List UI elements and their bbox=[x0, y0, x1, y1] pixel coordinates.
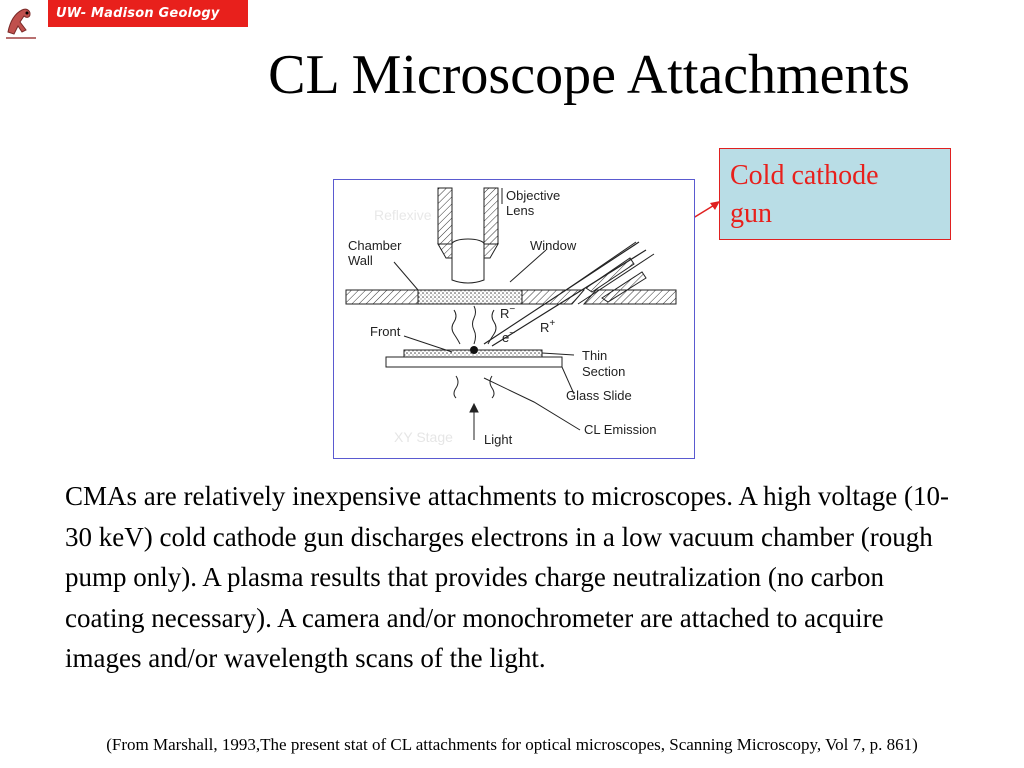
cl-emission-rays bbox=[452, 306, 496, 440]
callout-box bbox=[719, 148, 951, 240]
course-banner: UW- Madison Geology 777 bbox=[48, 0, 248, 27]
cl-diagram bbox=[333, 179, 695, 459]
label-front: Front bbox=[370, 324, 401, 339]
label-wall: Wall bbox=[348, 253, 373, 268]
objective-lens bbox=[438, 188, 498, 283]
callout-line-1: Cold cathode bbox=[730, 160, 879, 191]
page-title: CL Microscope Attachments bbox=[268, 44, 910, 106]
label-cl-emission: CL Emission bbox=[584, 422, 657, 437]
label-section: Section bbox=[582, 364, 626, 379]
label-glass-slide: Glass Slide bbox=[566, 388, 632, 403]
label-objective: Objective bbox=[506, 188, 561, 203]
label-lens: Lens bbox=[506, 203, 535, 218]
sample-stage bbox=[386, 346, 562, 367]
body-paragraph: CMAs are relatively inexpensive attachments to microscopes. A high voltage (10-30 keV) cold cathode gun discharges electrons in a low vacuum chamber (rough pump only). A plasma results that provides charge neutralization (no carbon coating necessary). A camera and/or monochrometer are attached to acquire images and/or wavelength scans of the light. bbox=[65, 481, 950, 673]
label-r-plus: R+ bbox=[540, 318, 556, 335]
citation: (From Marshall, 1993,The present stat of CL attachments for optical microscopes, Scanning Microscopy, Vol 7, p. 861) bbox=[106, 735, 918, 754]
label-thin: Thin bbox=[582, 348, 608, 363]
label-r-minus: R− bbox=[500, 304, 516, 321]
svg-text:XY Stage: XY Stage bbox=[394, 429, 453, 445]
label-e-minus: e− bbox=[502, 328, 516, 345]
label-chamber: Chamber bbox=[348, 238, 402, 253]
svg-text:Reflexive: Reflexive bbox=[374, 207, 432, 223]
callout-line-2: gun bbox=[730, 198, 772, 229]
label-window: Window bbox=[530, 238, 577, 253]
label-light: Light bbox=[484, 432, 513, 447]
dinosaur-icon bbox=[0, 0, 42, 42]
chamber-wall bbox=[346, 290, 676, 304]
